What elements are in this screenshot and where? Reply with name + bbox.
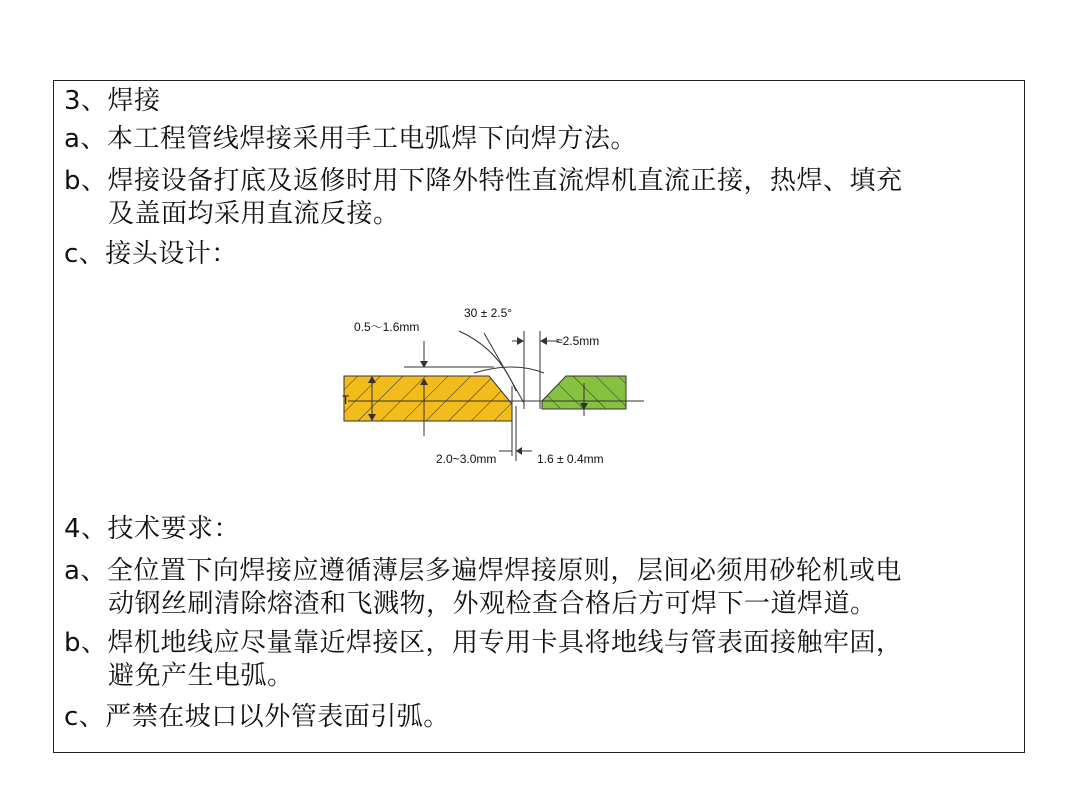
- label-angle: 30 ± 2.5°: [464, 306, 513, 320]
- weld-joint-diagram: [284, 291, 664, 485]
- label-root-face: 0.5～1.6mm: [354, 320, 420, 334]
- section4-heading: 4、技术要求：: [64, 514, 241, 544]
- label-gap: 2.0~3.0mm: [436, 452, 497, 466]
- section3-item-a: a、本工程管线焊接采用手工电弧焊下向焊方法。: [64, 124, 637, 154]
- section4-item-b-line1: b、焊机地线应尽量靠近焊接区，用专用卡具将地线与管表面接触牢固，: [64, 628, 903, 658]
- label-width: ≈2.5mm: [556, 334, 600, 348]
- section3-heading: 3、焊接: [64, 86, 161, 116]
- label-misalign: 1.6 ± 0.4mm: [537, 452, 604, 466]
- weld-joint-svg: [284, 291, 664, 481]
- section4-item-a-line2: 动钢丝刷清除熔渣和飞溅物，外观检查合格后方可焊下一道焊道。: [108, 589, 877, 619]
- section3-item-b-line1: b、焊接设备打底及返修时用下降外特性直流焊机直流正接，热焊、填充: [64, 166, 903, 196]
- label-thickness: T: [342, 393, 350, 407]
- section3-item-c: c、接头设计：: [64, 239, 238, 269]
- section4-item-b-line2: 避免产生电弧。: [108, 661, 294, 691]
- section4-item-c: c、严禁在坡口以外管表面引弧。: [64, 702, 450, 732]
- section4-item-a-line1: a、全位置下向焊接应遵循薄层多遍焊焊接原则，层间必须用砂轮机或电: [64, 556, 902, 586]
- section3-item-b-line2: 及盖面均采用直流反接。: [108, 199, 400, 229]
- content-frame: [53, 80, 1025, 753]
